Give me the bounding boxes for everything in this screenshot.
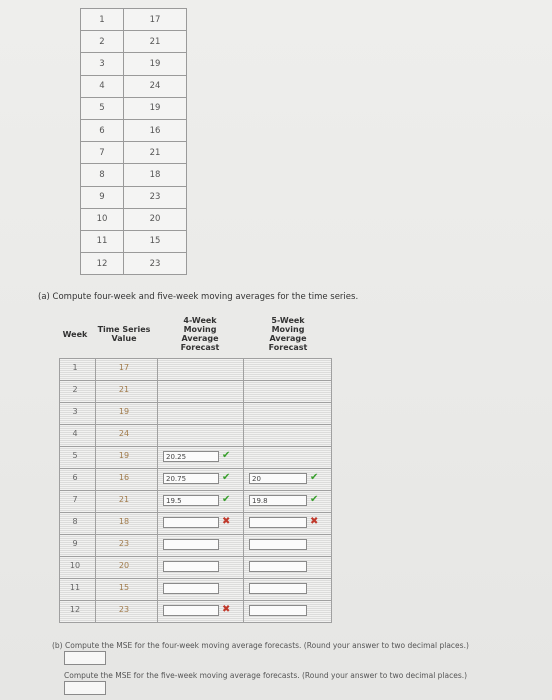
cross-icon: ✖ [222, 604, 231, 615]
row-divider [59, 446, 332, 447]
time-series-table [80, 8, 187, 275]
row-divider [59, 490, 332, 491]
check-icon: ✔ [222, 472, 231, 483]
four_week-input[interactable]: 20.25 [163, 451, 219, 462]
five_week-input[interactable]: 20 [249, 473, 307, 484]
cross-icon: ✖ [310, 516, 319, 527]
column-divider [331, 358, 332, 622]
table-week-cell: 11 [69, 583, 81, 592]
column-divider [243, 358, 244, 622]
value-cell: 19 [124, 53, 187, 75]
four_week-input[interactable]: 20.75 [163, 473, 219, 484]
value-cell: 20 [124, 208, 187, 230]
series-row [81, 253, 187, 275]
row-divider [59, 402, 332, 403]
week-cell: 10 [81, 208, 124, 230]
row-divider [59, 512, 332, 513]
table-week-cell: 7 [72, 495, 78, 504]
question-b-five: Compute the MSE for the five-week moving average forecasts. (Round your answer to two decimal places.) [64, 671, 468, 680]
table-week-cell: 5 [72, 451, 78, 460]
table-week-cell: 10 [69, 561, 81, 570]
table-week-cell: 9 [72, 539, 78, 548]
table-week-cell: 3 [72, 407, 78, 416]
five_week-input[interactable]: 19.8 [249, 495, 307, 506]
mse-five-input[interactable] [64, 681, 106, 695]
row-divider [59, 600, 332, 601]
table-value-cell: 21 [118, 385, 130, 394]
four_week-input[interactable]: 19.5 [163, 495, 219, 506]
value-cell: 23 [124, 186, 187, 208]
week-cell: 9 [81, 186, 124, 208]
table-week-cell: 8 [72, 517, 78, 526]
row-divider [59, 424, 332, 425]
check-icon: ✔ [310, 472, 319, 483]
week-cell: 12 [81, 253, 124, 275]
value-cell: 21 [124, 142, 187, 164]
four_week-input[interactable] [163, 539, 219, 550]
row-divider [59, 534, 332, 535]
moving-average-table [59, 310, 332, 622]
table-week-cell: 2 [72, 385, 78, 394]
value-cell: 17 [124, 9, 187, 31]
series-row [81, 31, 187, 53]
table-week-cell: 6 [72, 473, 78, 482]
question-b-four: (b) Compute the MSE for the four-week moving average forecasts. (Round your answer to two decimal places.) [52, 641, 469, 650]
five_week-input[interactable] [249, 539, 307, 550]
five_week-input[interactable] [249, 561, 307, 572]
header-5week: 5-Week Moving Average Forecast [268, 316, 308, 352]
four_week-input[interactable] [163, 517, 219, 528]
mse-four-input[interactable] [64, 651, 106, 665]
table-week-cell: 12 [69, 605, 81, 614]
week-cell: 4 [81, 75, 124, 97]
value-cell: 21 [124, 31, 187, 53]
five_week-input[interactable] [249, 517, 307, 528]
table-value-cell: 17 [118, 363, 130, 372]
series-row [81, 75, 187, 97]
table-week-cell: 4 [72, 429, 78, 438]
value-cell: 18 [124, 164, 187, 186]
row-divider [59, 578, 332, 579]
week-cell: 5 [81, 97, 124, 119]
check-icon: ✔ [222, 450, 231, 461]
table-value-cell: 23 [118, 605, 130, 614]
table-value-cell: 21 [118, 495, 130, 504]
four_week-input[interactable] [163, 605, 219, 616]
value-cell: 15 [124, 230, 187, 252]
row-divider [59, 622, 332, 623]
four_week-input[interactable] [163, 561, 219, 572]
table-value-cell: 18 [118, 517, 130, 526]
table-value-cell: 20 [118, 561, 130, 570]
week-cell: 7 [81, 142, 124, 164]
row-divider [59, 380, 332, 381]
column-divider [157, 358, 158, 622]
row-divider [59, 468, 332, 469]
question-a: (a) Compute four-week and five-week moving averages for the time series. [38, 292, 359, 302]
row-divider [59, 358, 332, 359]
header-value: Time Series Value [97, 325, 151, 343]
series-row [81, 186, 187, 208]
four_week-input[interactable] [163, 583, 219, 594]
series-row [81, 164, 187, 186]
table-value-cell: 19 [118, 407, 130, 416]
week-cell: 6 [81, 119, 124, 141]
check-icon: ✔ [310, 494, 319, 505]
series-row [81, 230, 187, 252]
column-divider [95, 358, 96, 622]
table-value-cell: 23 [118, 539, 130, 548]
cross-icon: ✖ [222, 516, 231, 527]
table-value-cell: 15 [118, 583, 130, 592]
series-row [81, 97, 187, 119]
table-value-cell: 19 [118, 451, 130, 460]
table-value-cell: 24 [118, 429, 130, 438]
week-cell: 2 [81, 31, 124, 53]
five_week-input[interactable] [249, 605, 307, 616]
header-4week: 4-Week Moving Average Forecast [180, 316, 220, 352]
series-row [81, 119, 187, 141]
week-cell: 3 [81, 53, 124, 75]
check-icon: ✔ [222, 494, 231, 505]
header-week: Week [62, 329, 88, 339]
week-cell: 1 [81, 9, 124, 31]
series-row [81, 9, 187, 31]
week-cell: 8 [81, 164, 124, 186]
row-divider [59, 556, 332, 557]
week-cell: 11 [81, 230, 124, 252]
value-cell: 16 [124, 119, 187, 141]
five_week-input[interactable] [249, 583, 307, 594]
series-row [81, 208, 187, 230]
value-cell: 24 [124, 75, 187, 97]
value-cell: 19 [124, 97, 187, 119]
column-divider [59, 358, 60, 622]
value-cell: 23 [124, 253, 187, 275]
series-row [81, 53, 187, 75]
series-row [81, 142, 187, 164]
table-week-cell: 1 [72, 363, 78, 372]
table-value-cell: 16 [118, 473, 130, 482]
